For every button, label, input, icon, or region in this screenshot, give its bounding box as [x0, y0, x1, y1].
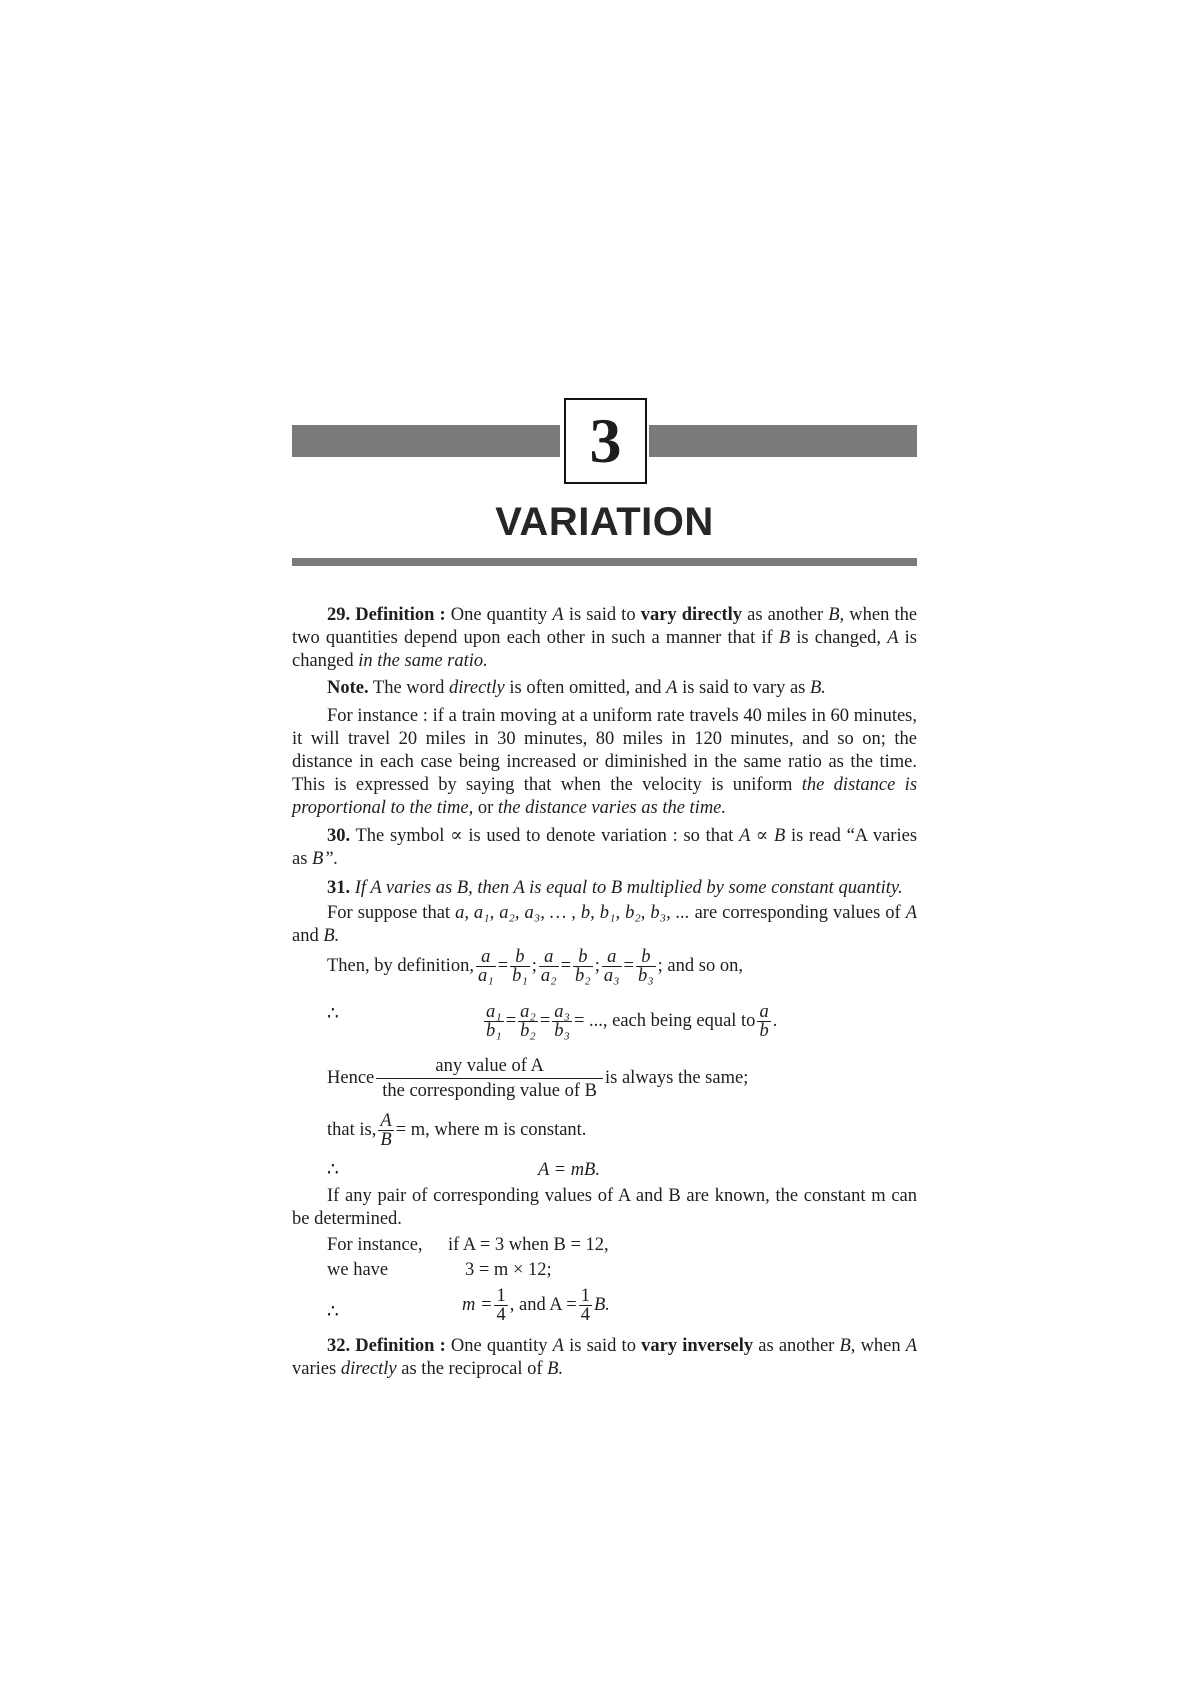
fraction	[510, 948, 530, 985]
numerator: a₃	[554, 1002, 570, 1022]
var: A	[552, 1336, 564, 1356]
section-29	[292, 604, 917, 673]
section-number: 32.	[327, 1336, 351, 1356]
numerator: a	[539, 948, 559, 967]
section-number: 29.	[327, 605, 351, 625]
var: B.	[547, 1359, 564, 1379]
text: is read “A varies as	[292, 826, 918, 869]
var: B,	[839, 1336, 856, 1356]
emphasis: in the same ratio.	[358, 651, 488, 671]
equation-result	[292, 1159, 917, 1182]
text: = m, where m is constant.	[395, 1119, 587, 1140]
that-is-statement	[292, 1112, 917, 1149]
example	[292, 1234, 917, 1331]
pair-paragraph	[292, 1185, 917, 1231]
fraction	[476, 948, 496, 985]
var: B.	[323, 926, 340, 946]
equation-definition: Then, by definition, $\frac{a}{\text{a₁}}$ = $\frac{b}{\text{b₁}}$ ; $\frac{a}{\text{a₂}}$ = $\frac{b}{\text{b₂}}$ ; $\frac{a}{\text{a₃}}$ = $\frac{b}{\text{b₃}}$ ; and so on,	[327, 947, 743, 986]
numerator: a	[476, 948, 496, 967]
equation-ratios	[292, 1002, 917, 1041]
text: is always the same;	[605, 1067, 749, 1088]
chapter-number: 3	[564, 398, 647, 484]
var: A	[666, 678, 678, 698]
denominator: 4	[496, 1305, 506, 1325]
fraction	[552, 1003, 572, 1040]
emphasis: directly	[340, 1359, 397, 1379]
note	[292, 677, 917, 700]
expression: m =	[462, 1294, 493, 1315]
therefore-symbol: ∴	[327, 1160, 339, 1180]
fraction	[539, 948, 559, 985]
text: as the reciprocal of	[401, 1359, 543, 1379]
numerator: b	[573, 948, 593, 967]
text: varies	[292, 1359, 337, 1379]
var: A	[887, 628, 899, 648]
text: is often omitted, and	[509, 678, 662, 698]
numerator: 1	[580, 1286, 590, 1306]
chapter-bar-right	[649, 425, 917, 457]
chapter-title: VARIATION	[495, 500, 714, 544]
text: is said to vary as	[682, 678, 806, 698]
denominator: b₁	[486, 1021, 502, 1041]
expression: A = mB.	[538, 1160, 600, 1180]
sequence: a, a₁, a₂, a₃, … , b, b₁, b₂, b₃, ...	[455, 903, 690, 923]
statement: If A varies as B, then A is equal to B multiplied by some constant quantity.	[354, 878, 903, 898]
text: Hence	[327, 1067, 375, 1088]
denominator: B	[380, 1130, 392, 1150]
fraction	[494, 1287, 507, 1324]
numerator: A	[380, 1111, 392, 1131]
text: Then, by definition,	[327, 955, 474, 976]
text: The symbol ∝ is used to denote variation : so that	[355, 826, 734, 846]
text: is changed,	[796, 628, 882, 648]
var: A	[905, 903, 917, 923]
emphasis: directly	[448, 678, 505, 698]
text: is changed	[292, 628, 918, 671]
denominator: b₂	[575, 966, 591, 986]
denominator: 4	[580, 1305, 590, 1325]
ratio-chain: $\frac{\text{a₁}}{\text{b₁}}$ = $\frac{\text{a₂}}{\text{b₂}}$ = $\frac{\text{a₃}}{\text{b₃}}$ = ..., each being equal to $\frac{a}{b}$ .	[486, 1002, 778, 1041]
section-32	[292, 1335, 917, 1381]
denominator: b₁	[512, 966, 528, 986]
text: when the two quantities depend upon each other in such a manner that if	[292, 605, 918, 648]
denominator: b₃	[554, 1021, 570, 1041]
text: For instance,	[327, 1235, 423, 1255]
numerator: a	[602, 948, 622, 967]
text: when	[860, 1336, 901, 1356]
chapter-bar-left	[292, 425, 560, 457]
text: and	[292, 926, 319, 946]
expression: A ∝ B	[739, 826, 786, 846]
var: B”.	[312, 849, 339, 869]
text: that is,	[327, 1119, 377, 1140]
numerator: a₂	[520, 1002, 536, 1022]
term: vary directly	[640, 605, 743, 625]
section-30	[292, 825, 917, 871]
emphasis: the distance varies as the time.	[497, 798, 727, 818]
denominator: b₃	[637, 966, 654, 986]
expression: B.	[593, 1294, 610, 1315]
denominator: b₂	[520, 1021, 536, 1041]
numerator: b	[510, 948, 530, 967]
hence-statement	[292, 1054, 917, 1103]
therefore-symbol: ∴	[327, 1302, 339, 1322]
text: we have	[327, 1260, 389, 1280]
text: ; and so on,	[657, 955, 743, 976]
expression: if A = 3 when B = 12,	[448, 1235, 609, 1255]
var: B,	[828, 605, 845, 625]
title-rule	[292, 558, 917, 566]
var: A	[905, 1336, 918, 1356]
text: For instance : if a train moving at a uniform rate travels 40 miles in 60 minutes, it will travel 20 miles in 30 minutes, 80 miles in 120 minutes, and so on; the distance in each case being increased or diminished in the same ratio as the time. This is expressed by saying that when the velocity is uniform	[292, 706, 917, 795]
text: is said to	[569, 1336, 636, 1356]
fraction	[376, 1054, 603, 1103]
fraction	[378, 1112, 393, 1149]
text: as another	[758, 1336, 835, 1356]
var: B	[778, 628, 791, 648]
note-label: Note.	[327, 678, 369, 698]
var: B.	[810, 678, 826, 698]
denominator: the corresponding value of B	[382, 1081, 597, 1101]
numerator: a₁	[486, 1002, 502, 1022]
section-number: 31.	[327, 878, 351, 898]
fraction	[636, 948, 656, 985]
numerator: b	[636, 948, 656, 967]
instance-paragraph	[292, 705, 917, 820]
section-number: 30.	[327, 826, 351, 846]
definition-heading: Definition :	[355, 1336, 446, 1356]
fraction	[518, 1003, 538, 1040]
fraction	[757, 1003, 770, 1040]
text: One quantity	[450, 605, 548, 625]
denominator: b	[759, 1021, 769, 1041]
fraction	[602, 948, 622, 985]
emphasis: the distance is proportional to the time,	[292, 775, 918, 818]
numerator: 1	[496, 1286, 506, 1306]
section-31	[292, 877, 917, 948]
denominator: a₁	[477, 966, 494, 986]
text: One quantity	[450, 1336, 548, 1356]
text: is said to	[568, 605, 636, 625]
text: as another	[747, 605, 824, 625]
text: , and A =	[509, 1294, 577, 1315]
text: If any pair of corresponding values of A and B are known, the constant m can be determined.	[292, 1186, 917, 1229]
text: = ..., each being equal to	[573, 1010, 756, 1031]
fraction	[484, 1003, 504, 1040]
text: are corresponding values of	[694, 903, 901, 923]
expression: 3 = m × 12;	[465, 1260, 552, 1280]
fraction	[573, 948, 593, 985]
term: vary inversely	[641, 1336, 754, 1356]
numerator: a	[759, 1002, 769, 1022]
text: or	[477, 798, 494, 818]
definition-heading: Definition :	[355, 605, 446, 625]
var: A	[552, 605, 564, 625]
denominator: a₂	[540, 966, 557, 986]
example-result	[462, 1287, 610, 1324]
text: The word	[372, 678, 445, 698]
therefore-symbol: ∴	[327, 1004, 339, 1024]
fraction	[579, 1287, 592, 1324]
numerator: any value of A	[376, 1054, 603, 1079]
denominator: a₃	[603, 966, 620, 986]
text: For suppose that	[327, 903, 451, 923]
